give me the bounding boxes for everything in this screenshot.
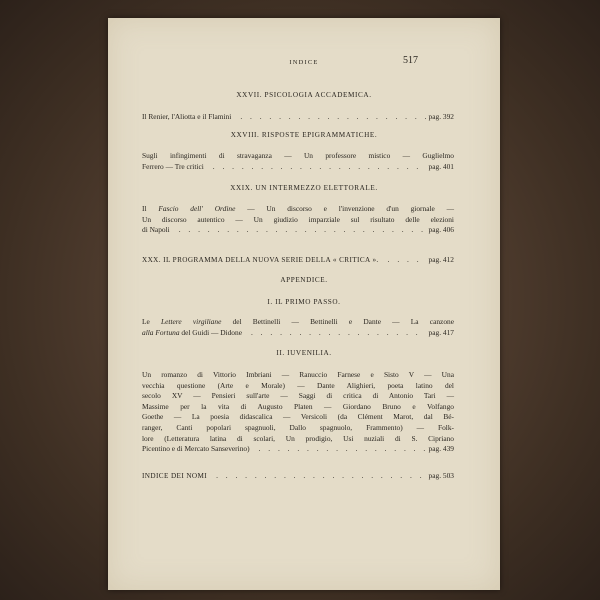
entry-text: Le Lettere virgiliane del Bettinelli — Bettinelli e Dante — La canzone	[142, 317, 454, 326]
entry-text: Ferrero — Tre critici	[142, 161, 204, 171]
entry-text: di Napoli	[142, 225, 170, 235]
running-header-title: INDICE	[289, 59, 319, 66]
section-heading-iuvenilia: II. IUVENILIA.	[276, 349, 332, 357]
entry-text: Goethe — La poesia didascalica — Versicoli (da Clément Marot, dal Bé-	[142, 412, 454, 422]
dot-leader	[207, 162, 426, 173]
section-heading-xxviii: XXVIII. RISPOSTE EPIGRAMMATICHE.	[230, 131, 378, 139]
book-page	[108, 18, 500, 590]
toc-entry-iuvenilia	[142, 370, 454, 455]
running-header	[108, 55, 500, 69]
entry-text: ranger, Canti popolari spagnuoli, Dallo spagnuolo, Frammento) — Folk-	[142, 422, 454, 432]
entry-text: INDICE DEI NOMI	[142, 472, 208, 480]
page-number: 517	[403, 55, 418, 66]
entry-text: Sugli infingimenti di stravaganza — Un professore mistico — Guglielmo	[142, 151, 454, 160]
entry-text: secolo XV — Pensieri sull'arte — Saggi di critica di Antonio Tari —	[142, 391, 454, 401]
toc-entry-xxx	[142, 255, 454, 266]
entry-page: pag. 401	[428, 161, 454, 171]
section-heading-xxix: XXIX. UN INTERMEZZO ELETTORALE.	[230, 184, 378, 192]
entry-page: pag. 503	[428, 471, 454, 480]
entry-text: Il Renier, l'Aliotta e il Flamini	[142, 112, 232, 121]
dot-leader	[234, 112, 425, 123]
entry-page: pag. 417	[428, 327, 454, 337]
section-heading-xxvii: XXVII. PSICOLOGIA ACCADEMICA.	[236, 91, 372, 99]
entry-text: Un romanzo di Vittorio Imbriani — Ranuccio Farnese e Sisto V — Una	[142, 370, 454, 379]
entry-text: lore (Letteratura latina di scolari, Un prodigio, Usi nuziali di S. Cipriano	[142, 433, 454, 443]
entry-page: pag. 406	[428, 225, 454, 235]
toc-entry-xxvii	[142, 112, 454, 123]
toc-entry-xxix	[142, 204, 454, 236]
entry-page: pag. 439	[428, 444, 454, 454]
dot-leader	[245, 328, 426, 339]
entry-text: Il Fascio dell' Ordine — Un discorso e l'invenzione d'un giornale —	[142, 204, 454, 213]
toc-entry-indice-nomi	[142, 471, 454, 482]
toc-entry-primo-passo	[142, 317, 454, 338]
entry-page: pag. 392	[428, 112, 454, 121]
dot-leader	[210, 471, 425, 482]
entry-text: XXX. IL PROGRAMMA DELLA NUOVA SERIE DELLA « CRITICA ».	[142, 256, 379, 264]
entry-page: pag. 412	[428, 255, 454, 264]
dot-leader	[382, 255, 426, 266]
entry-text: Un discorso autentico — Un giudizio imparziale sul risultato delle elezioni	[142, 214, 454, 224]
dot-leader	[173, 225, 426, 236]
entry-text: Massime per la vita di Augusto Platen — Giordano Bruno e Volfango	[142, 401, 454, 411]
section-heading-primo-passo: I. IL PRIMO PASSO.	[267, 298, 341, 306]
entry-text: vecchia questione (Arte e Morale) — Dante Alighieri, poeta latino del	[142, 380, 454, 390]
entry-text: alla Fortuna del Guidi — Didone	[142, 327, 242, 337]
appendix-heading: APPENDICE.	[280, 276, 328, 284]
entry-text: Picentino e di Mercato Sanseverino)	[142, 444, 250, 454]
dot-leader	[253, 444, 426, 455]
toc-entry-xxviii	[142, 151, 454, 172]
